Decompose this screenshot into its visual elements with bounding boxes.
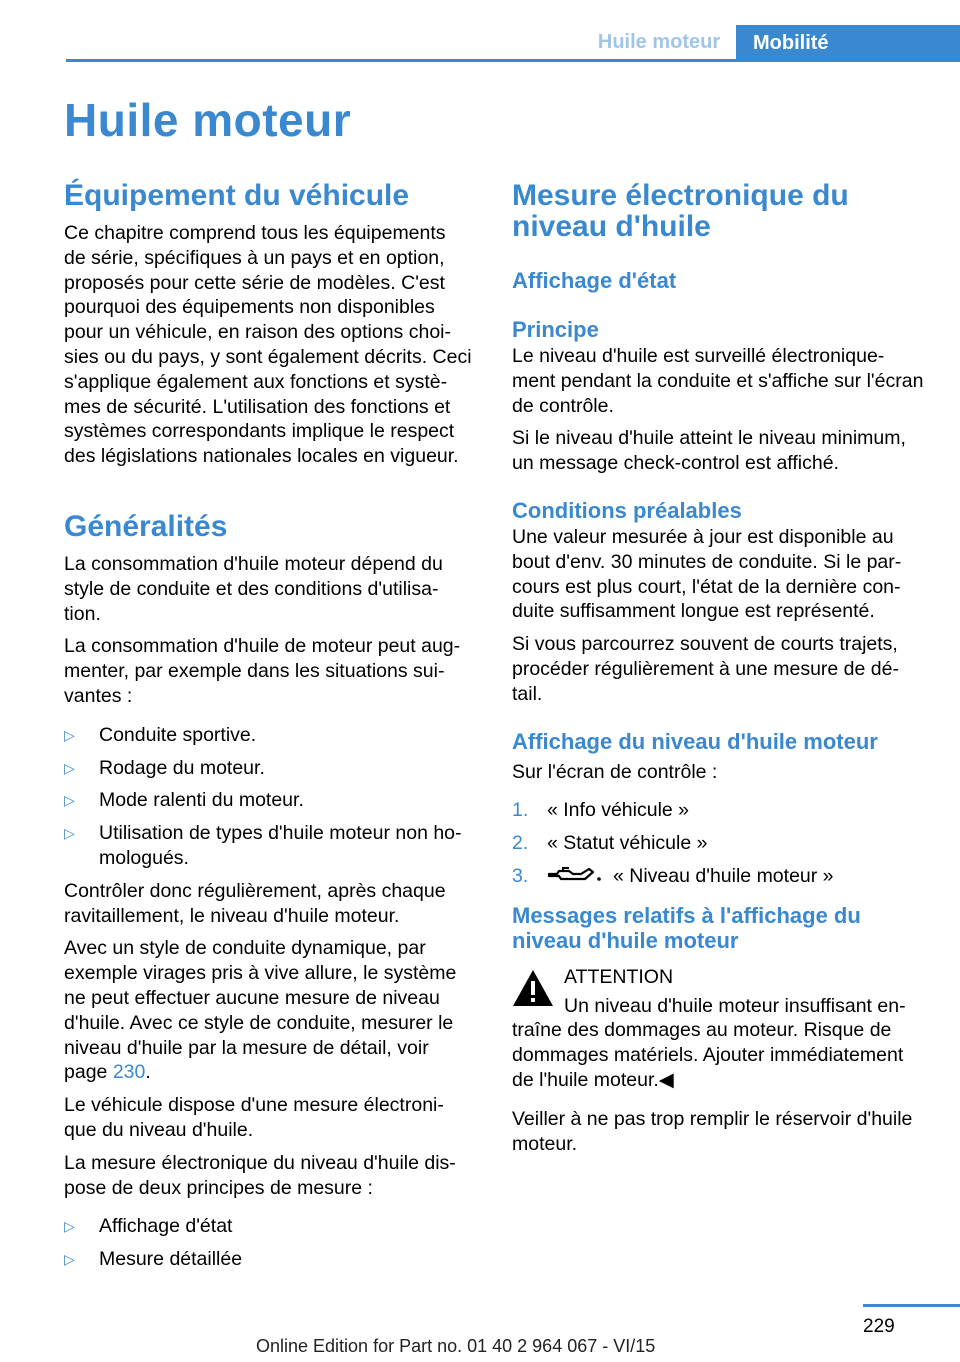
page-number: 229 <box>863 1316 895 1337</box>
section-title-generalites: Généralités <box>64 509 228 543</box>
header-tab-mobilite[interactable]: Mobilité <box>736 25 960 62</box>
conditions-p2: Si vous parcourrez souvent de courts trajets, procéder régulièrement à une mesure de dé-tail. <box>512 633 899 705</box>
list-item: 1. « Info véhicule » <box>512 799 690 822</box>
page-link-230[interactable]: 230 <box>112 1061 146 1084</box>
conditions-p1: Une valeur mesurée à jour est disponible au bout d'env. 30 minutes de conduite. Si le par-cours est plus court, l'état de la dernière con-duite suffisamment longue est représenté. <box>512 525 902 623</box>
generalites-p2: La consommation d'huile de moteur peut aug-menter, par exemple dans les situations sui-vantes : <box>64 635 461 707</box>
principe-p1: Le niveau d'huile est surveillé électronique-ment pendant la conduite et s'affiche sur l'écran de contrôle. <box>512 345 924 417</box>
warning-box <box>512 965 924 990</box>
subsection-title-conditions: Conditions préalables <box>512 497 742 523</box>
section-title-mesure: Mesure électronique du niveau d'huile <box>512 179 849 243</box>
list-item: 2. « Statut véhicule » <box>512 832 708 855</box>
section-title-equipement: Équipement du véhicule <box>64 179 410 212</box>
list-item: ▷ Utilisation de types d'huile moteur non ho-mologués. <box>64 822 462 869</box>
final-paragraph: Veiller à ne pas trop remplir le réservoir d'huile moteur. <box>512 1107 913 1155</box>
edition-footer: Online Edition for Part no. 01 40 2 964 067 - VI/15 <box>256 1336 656 1356</box>
oil-can-icon <box>547 865 605 885</box>
generalites-p1: La consommation d'huile moteur dépend du style de conduite et des conditions d'utilisa-tion. <box>64 552 443 625</box>
right-column <box>512 180 924 1164</box>
subsection-title-principe: Principe <box>512 317 599 342</box>
subsection-title-affichage-niveau: Affichage du niveau d'huile moteur <box>512 728 878 754</box>
equipement-text: Ce chapitre comprend tous les équipements de série, spécifiques à un pays et en option, proposés pour cette série de modèles. C'est pourquoi des équipements non disponibles pour un véhicule, en raison des options choi-sies ou du pays, y sont également décrits. Ceci s'applique également aux fonctions et systè-mes de sécurité. L'utilisation des fonctions et systèmes correspondants implique le respect des législations nationales locales en vigueur. <box>64 222 472 468</box>
header-tab-huile-moteur[interactable]: Huile moteur <box>597 31 721 53</box>
list-item: ▷ Affichage d'état <box>64 1215 233 1238</box>
warning-label: ATTENTION <box>564 965 674 988</box>
header-rule <box>66 59 960 62</box>
situations-list <box>64 723 472 871</box>
triangle-bullet-icon: ▷ <box>64 1251 75 1268</box>
triangle-bullet-icon: ▷ <box>64 825 75 842</box>
triangle-bullet-icon: ▷ <box>64 792 75 809</box>
page-title: Huile moteur <box>64 94 352 146</box>
list-item: ▷ Mesure détaillée <box>64 1248 243 1271</box>
generalites-p6: La mesure électronique du niveau d'huile dis-pose de deux principes de mesure : <box>64 1151 456 1199</box>
triangle-bullet-icon: ▷ <box>64 726 75 743</box>
triangle-bullet-icon: ▷ <box>64 759 75 776</box>
warning-text: Un niveau d'huile moteur insuffisant en-traîne des dommages au moteur. Risque de dommages matériels. Ajouter immédiatement de l'huile moteur.◀ <box>512 994 906 1091</box>
subsection-title-affichage-etat: Affichage d'état <box>512 268 677 293</box>
steps-list <box>512 798 924 888</box>
list-item: ▷ Rodage du moteur. <box>64 756 265 779</box>
warning-icon <box>512 969 554 1007</box>
subsection-title-messages: Messages relatifs à l'affichage du niveau d'huile moteur <box>512 902 861 953</box>
principe-p2: Si le niveau d'huile atteint le niveau minimum, un message check-control est affiché. <box>512 427 906 475</box>
list-item: 3. « Niveau d'huile moteur » <box>512 864 834 887</box>
generalites-p4: Avec un style de conduite dynamique, par exemple virages pris à vive allure, le système ne peut effectuer aucune mesure de niveau d'huile. Avec ce style de conduite, mesurer le niveau d'huile par la mesure de détail, voir page 230. <box>64 937 457 1084</box>
list-item: ▷ Conduite sportive. <box>64 723 257 746</box>
generalites-p3: Contrôler donc régulièrement, après chaque ravitaillement, le niveau d'huile moteur. <box>64 879 446 927</box>
generalites-p5: Le véhicule dispose d'une mesure électroni-que du niveau d'huile. <box>64 1094 444 1141</box>
affichage-niveau-p1: Sur l'écran de contrôle : <box>512 760 718 783</box>
left-column <box>64 180 472 1280</box>
footer-rule <box>863 1304 960 1307</box>
principes-list <box>64 1214 472 1272</box>
list-item: ▷ Mode ralenti du moteur. <box>64 789 304 812</box>
triangle-bullet-icon: ▷ <box>64 1218 75 1235</box>
